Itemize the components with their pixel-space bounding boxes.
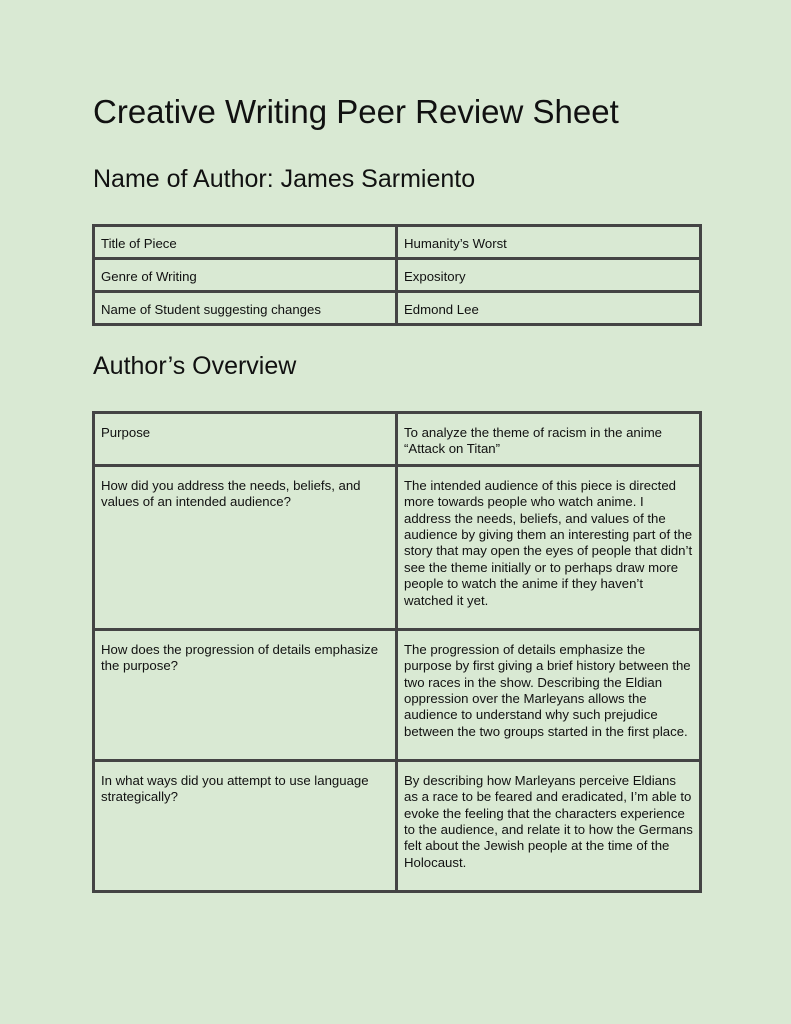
piece-info-table (92, 224, 702, 326)
table-row (94, 292, 701, 325)
table-row (94, 465, 701, 629)
title-of-piece-value: Humanity’s Worst (397, 226, 701, 259)
purpose-question: Purpose (94, 413, 397, 466)
language-question: In what ways did you attempt to use language strategically? (94, 760, 397, 891)
overview-heading: Author’s Overview (93, 352, 297, 380)
reviewer-value: Edmond Lee (397, 292, 701, 325)
table-row (94, 629, 701, 760)
progression-answer: The progression of details emphasize the purpose by first giving a brief history between the two races in the show. Describing the Eldian oppression over the Marleyans allows the audience to understand why such prejudice between the two groups started in the first place. (397, 629, 701, 760)
language-answer: By describing how Marleyans perceive Eldians as a race to be feared and eradicated, I’m able to evoke the feeling that the characters experience to the audience, and relate it to how the Germans felt about the Jewish people at the time of the Holocaust. (397, 760, 701, 891)
progression-question: How does the progression of details emphasize the purpose? (94, 629, 397, 760)
audience-answer: The intended audience of this piece is directed more towards people who watch anime. I address the needs, beliefs, and values of the audience by giving them an interesting part of the story that may open the eyes of people that didn’t see the theme initially or to perhaps draw more people to watch the anime if they haven’t watched it yet. (397, 465, 701, 629)
table-row (94, 413, 701, 466)
author-heading: Name of Author: James Sarmiento (93, 165, 476, 193)
table-row (94, 226, 701, 259)
audience-question: How did you address the needs, beliefs, and values of an intended audience? (94, 465, 397, 629)
genre-value: Expository (397, 259, 701, 292)
title-of-piece-label: Title of Piece (94, 226, 397, 259)
table-row (94, 760, 701, 891)
reviewer-label: Name of Student suggesting changes (94, 292, 397, 325)
page-title: Creative Writing Peer Review Sheet (93, 93, 619, 130)
table-row (94, 259, 701, 292)
author-overview-table (92, 411, 702, 893)
genre-label: Genre of Writing (94, 259, 397, 292)
purpose-answer: To analyze the theme of racism in the anime “Attack on Titan” (397, 413, 701, 466)
